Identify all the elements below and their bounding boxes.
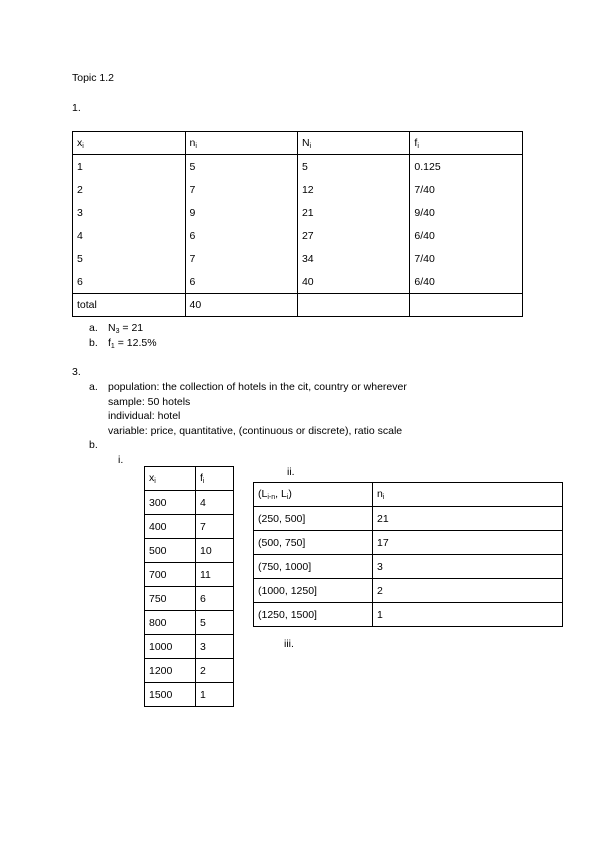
header-interval: ($L_{i-n}$, $L_i$) bbox=[254, 483, 373, 507]
question-1-number: 1. bbox=[72, 102, 81, 114]
table-cell: 6 bbox=[196, 587, 234, 611]
part-a-label: a. bbox=[89, 381, 98, 393]
table-cell: 2 bbox=[196, 659, 234, 683]
table-cell: 6 bbox=[185, 270, 297, 294]
table-cell: (250, 500] bbox=[254, 507, 373, 531]
table-cell bbox=[410, 294, 523, 317]
table-cell: 400 bbox=[145, 515, 196, 539]
table-row bbox=[254, 531, 563, 555]
table-cell: 4 bbox=[73, 224, 186, 247]
table-row bbox=[145, 635, 234, 659]
table-cell: 2 bbox=[373, 579, 563, 603]
table-cell: (750, 1000] bbox=[254, 555, 373, 579]
table-cell: 7 bbox=[185, 247, 297, 270]
table-row bbox=[254, 555, 563, 579]
grouped-frequency-table-ii bbox=[253, 482, 563, 627]
table-cell: 27 bbox=[297, 224, 409, 247]
table-cell: 7 bbox=[185, 178, 297, 201]
header-x: $x_i$ bbox=[73, 132, 186, 155]
table-cell: 7/40 bbox=[410, 247, 523, 270]
table-row bbox=[145, 563, 234, 587]
table-row bbox=[254, 579, 563, 603]
table-row bbox=[145, 539, 234, 563]
table-cell: 700 bbox=[145, 563, 196, 587]
table-cell: 750 bbox=[145, 587, 196, 611]
table-total-row bbox=[73, 294, 523, 317]
table-cell: 11 bbox=[196, 563, 234, 587]
table-cell: 1500 bbox=[145, 683, 196, 707]
table-cell: 5 bbox=[185, 155, 297, 179]
table-row bbox=[145, 587, 234, 611]
table-row bbox=[73, 247, 523, 270]
table-cell: 800 bbox=[145, 611, 196, 635]
table-cell: (500, 750] bbox=[254, 531, 373, 555]
header-f: $f_i$ bbox=[196, 467, 234, 491]
table-row bbox=[145, 659, 234, 683]
frequency-table-i bbox=[144, 466, 234, 707]
header-f: $f_i$ bbox=[410, 132, 523, 155]
table-header-row bbox=[145, 467, 234, 491]
table-cell: 10 bbox=[196, 539, 234, 563]
table-row bbox=[73, 201, 523, 224]
answer-b-label: b. bbox=[89, 337, 98, 349]
table-header-row bbox=[73, 132, 523, 155]
answer-a-text: $N_3 = 21$ bbox=[108, 322, 144, 335]
table-cell: 500 bbox=[145, 539, 196, 563]
part-b-ii-label: ii. bbox=[287, 466, 295, 478]
table-cell: 3 bbox=[73, 201, 186, 224]
part-a-line: sample: 50 hotels bbox=[108, 396, 191, 408]
table-cell: 1200 bbox=[145, 659, 196, 683]
table-cell: 40 bbox=[185, 294, 297, 317]
table-cell: 6/40 bbox=[410, 270, 523, 294]
table-row bbox=[73, 155, 523, 179]
table-cell: total bbox=[73, 294, 186, 317]
table-cell: 1 bbox=[373, 603, 563, 627]
table-cell: 4 bbox=[196, 491, 234, 515]
table-cell: 9/40 bbox=[410, 201, 523, 224]
table-cell: 12 bbox=[297, 178, 409, 201]
table-cell: 34 bbox=[297, 247, 409, 270]
table-header-row bbox=[254, 483, 563, 507]
table-cell: 3 bbox=[373, 555, 563, 579]
table-cell: 7 bbox=[196, 515, 234, 539]
table-row bbox=[254, 603, 563, 627]
table-cell: 9 bbox=[185, 201, 297, 224]
answer-a-label: a. bbox=[89, 322, 98, 334]
header-x: $x_i$ bbox=[145, 467, 196, 491]
table-row bbox=[73, 178, 523, 201]
part-a-line: population: the collection of hotels in the cit, country or wherever bbox=[108, 381, 407, 393]
frequency-table-q1 bbox=[72, 131, 523, 317]
table-cell: 300 bbox=[145, 491, 196, 515]
table-row bbox=[145, 491, 234, 515]
header-n: $n_i$ bbox=[373, 483, 563, 507]
table-cell: 0.125 bbox=[410, 155, 523, 179]
table-cell: 3 bbox=[196, 635, 234, 659]
table-cell: 17 bbox=[373, 531, 563, 555]
table-cell: 5 bbox=[73, 247, 186, 270]
part-a-line: variable: price, quantitative, (continuous or discrete), ratio scale bbox=[108, 425, 403, 437]
table-row bbox=[73, 224, 523, 247]
table-cell: (1000, 1250] bbox=[254, 579, 373, 603]
table-row bbox=[145, 683, 234, 707]
question-3-number: 3. bbox=[72, 366, 81, 378]
table-cell: 1 bbox=[73, 155, 186, 179]
answer-b-text: $f_1 = 12.5\%$ bbox=[108, 337, 157, 350]
part-a-line: individual: hotel bbox=[108, 410, 181, 422]
table-cell: 6/40 bbox=[410, 224, 523, 247]
table-cell: 40 bbox=[297, 270, 409, 294]
table-row bbox=[254, 507, 563, 531]
table-row bbox=[145, 515, 234, 539]
table-cell bbox=[297, 294, 409, 317]
table-cell: 6 bbox=[73, 270, 186, 294]
table-cell: 1 bbox=[196, 683, 234, 707]
part-b-iii-label: iii. bbox=[284, 638, 294, 650]
table-cell: 1000 bbox=[145, 635, 196, 659]
table-cell: 21 bbox=[297, 201, 409, 224]
table-row bbox=[145, 611, 234, 635]
table-cell: 21 bbox=[373, 507, 563, 531]
topic-title: Topic 1.2 bbox=[72, 72, 115, 84]
table-cell: 6 bbox=[185, 224, 297, 247]
header-n: $n_i$ bbox=[185, 132, 297, 155]
table-row bbox=[73, 270, 523, 294]
table-cell: 7/40 bbox=[410, 178, 523, 201]
table-cell: 2 bbox=[73, 178, 186, 201]
part-b-i-label: i. bbox=[118, 454, 124, 466]
table-cell: 5 bbox=[297, 155, 409, 179]
table-cell: 5 bbox=[196, 611, 234, 635]
header-cumulative-n: $N_i$ bbox=[297, 132, 409, 155]
part-b-label: b. bbox=[89, 439, 98, 451]
table-cell: (1250, 1500] bbox=[254, 603, 373, 627]
